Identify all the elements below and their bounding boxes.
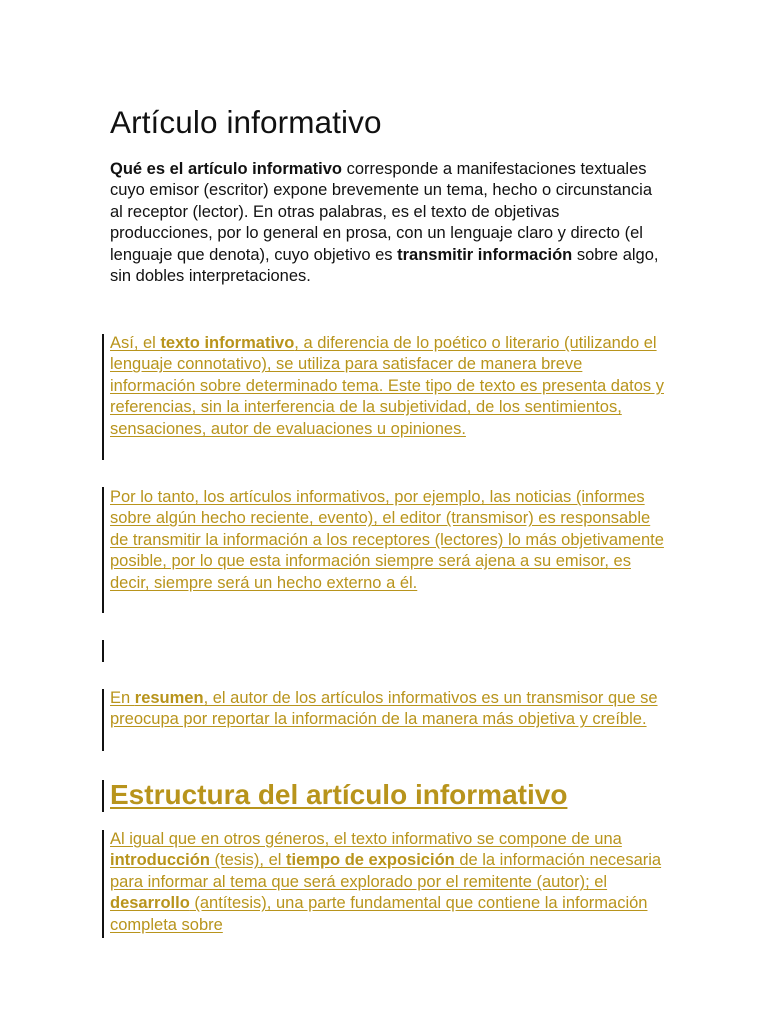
p5-text-a: Al igual que en otros géneros, el texto informativo se compone de una [110,830,622,848]
p4-text-a: En [110,689,135,707]
p4-bold: resumen [134,689,204,707]
p5-text-c: de la información necesaria para informar al tema que será explorado por el remitente (autor); el [110,851,662,891]
p2-text-a: Así, el [110,334,161,352]
revision-bar [102,640,104,662]
intro-text-a: corresponde a manifestaciones textuales cuyo emisor (escritor) expone brevemente un tema, hecho o circunstancia al receptor (lector). En otras palabras, es el texto de objetivas producciones, por lo general en prosa, con un lenguaje claro y directo (el lenguaje que denota), cuyo objetivo es [110,160,653,264]
paragraph-texto-informativo[interactable] [110,333,665,440]
p5-bold-a: introducción [110,851,210,870]
paragraph-estructura[interactable] [110,829,665,936]
page-title: Artículo informativo [110,104,382,140]
intro-bold-mid: transmitir información [397,245,573,264]
p2-bold: texto informativo [160,334,295,352]
p5-bold-c: desarrollo [110,894,190,913]
p5-text-b: (tesis), el [209,851,287,870]
p4-text-b: , el autor de los artículos informativos es un transmisor que se preocupa por reportar la información de la manera más objetiva y creíble. [110,689,658,729]
revision-bar [102,487,104,613]
intro-text-b: sobre algo, sin dobles interpretaciones. [110,245,659,286]
intro-paragraph [110,159,665,287]
revision-bar [102,689,104,751]
paragraph-por-lo-tanto[interactable]: Por lo tanto, los artículos informativos, por ejemplo, las noticias (informes sobre algún hecho reciente, evento), el editor (transmisor) es responsable de transmitir la información a los receptores (lectores) lo más objetivamente posible, por lo que esta información siempre será ajena a su emisor, es decir, siempre será un hecho externo a él. [110,488,664,592]
revision-bar [102,780,104,812]
revision-bar [102,830,104,938]
section-heading-estructura[interactable]: Estructura del artículo informativo [110,779,568,810]
p5-bold-b: tiempo de exposición [286,851,455,870]
p5-text-d: (antítesis), una parte fundamental que contiene la información completa sobre [110,894,648,934]
intro-bold-lead: Qué es el artículo informativo [110,160,342,178]
paragraph-resumen[interactable] [110,688,665,731]
p2-text-b: , a diferencia de lo poético o literario (utilizando el lenguaje connotativo), se utiliza para satisfacer de manera breve información sobre determinado tema. Este tipo de texto es presenta datos y referencias, sin la interferencia de la subjetividad, de los sentimientos, sensaciones, autor de evaluaciones u opiniones. [110,334,664,438]
revision-bar [102,334,104,460]
